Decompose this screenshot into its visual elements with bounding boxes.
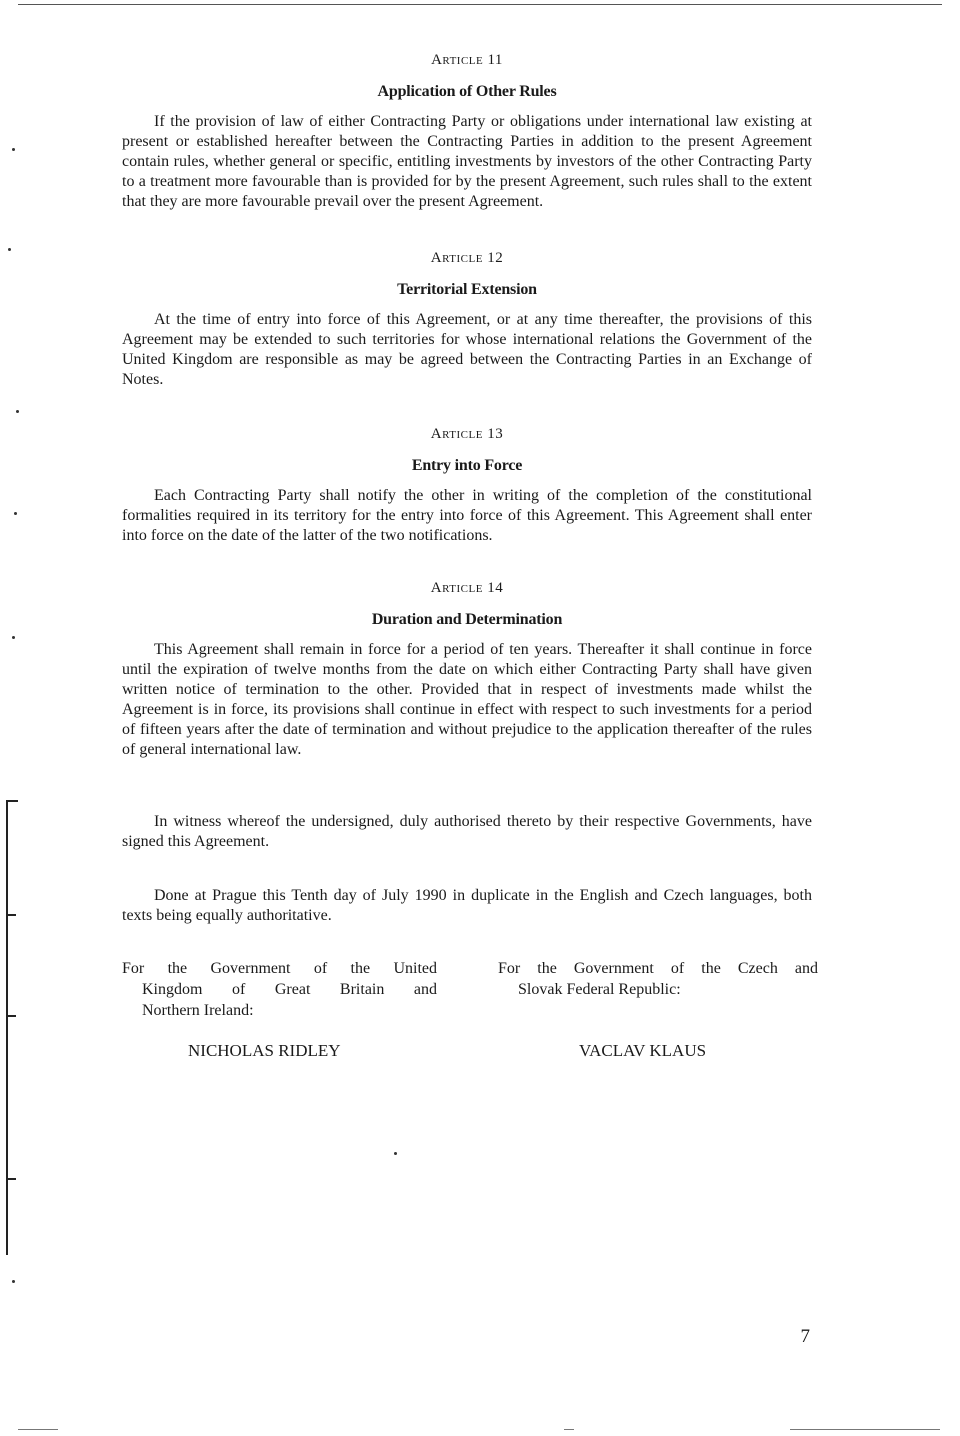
article-paragraph: This Agreement shall remain in force for a period of ten years. Thereafter it shall continue in force until the expiration of twelve months from the date on which either Contracting Party shall have given written notice of termination to the other. Provided that in respect of investments made whilst the Agreement is in force, its provisions shall continue in effect with respect to such investments for a period of fifteen years after the date of termination and without prejudice to the application thereafter of the rules of general international law. (122, 641, 812, 758)
article-number: 14 (487, 580, 504, 596)
scan-speck (12, 636, 15, 639)
top-border-rule (18, 4, 942, 5)
done-clause-block (122, 886, 812, 926)
article-14 (122, 578, 812, 760)
signature-heading-line: For the Government of the United (122, 960, 437, 977)
scan-margin-line (6, 800, 8, 1255)
article-number: 13 (487, 426, 504, 442)
scan-speck (394, 1152, 397, 1155)
signature-block-csfr (498, 958, 818, 1000)
scan-speck (8, 248, 11, 251)
witness-clause: In witness whereof the undersigned, duly authorised thereto by their respective Governments, have signed this Agreement. (122, 813, 812, 850)
signature-block-uk (122, 958, 437, 1021)
article-label: Article (430, 250, 483, 266)
article-number-heading (122, 50, 812, 70)
signature-heading-line: For the Government of the Czech and (498, 960, 818, 977)
article-paragraph: At the time of entry into force of this Agreement, or at any time thereafter, the provisions of this Agreement may be extended to such territories for whose international relations the Government of the United Kingdom are responsible as may be agreed between the Contracting Parties in an Exchange of Notes. (122, 311, 812, 388)
scan-speck (12, 1280, 15, 1283)
signature-heading-line: Northern Ireland: (142, 1002, 254, 1019)
article-title: Duration and Determination (371, 611, 563, 628)
scan-speck (16, 410, 19, 413)
scan-speck (14, 512, 17, 515)
article-label: Article (431, 52, 484, 68)
scan-margin-tick (8, 914, 16, 916)
article-number-heading (122, 424, 812, 444)
scan-bottom-mark (790, 1429, 940, 1430)
page-number: 7 (800, 1326, 810, 1347)
article-number-heading (122, 578, 812, 598)
article-title: Territorial Extension (397, 281, 537, 298)
scan-margin-tick (8, 1178, 16, 1180)
article-paragraph: If the provision of law of either Contracting Party or obligations under international law existing at present or established hereafter between the Contracting Parties in addition to the present Agreement contain rules, whether general or specific, entitling investments by investors of the other Contracting Party to a treatment more favourable than is provided for by the present Agreement, such rules shall to the extent that they are more favourable prevail over the present Agreement. (122, 113, 812, 210)
scan-speck (12, 148, 15, 151)
article-number: 11 (487, 52, 503, 68)
article-label: Article (430, 426, 483, 442)
article-paragraph: Each Contracting Party shall notify the other in writing of the completion of the constitutional formalities required in its territory for the entry into force of this Agreement. This Agreement shall enter into force on the date of the latter of the two notifications. (122, 487, 812, 544)
article-11 (122, 50, 812, 212)
signer-name-uk: NICHOLAS RIDLEY (188, 1041, 341, 1060)
scan-bottom-mark (564, 1429, 574, 1430)
article-number-heading (122, 248, 812, 268)
article-title: Application of Other Rules (377, 83, 557, 100)
witness-clause-block (122, 812, 812, 852)
article-number: 12 (487, 250, 504, 266)
done-clause: Done at Prague this Tenth day of July 1990 in duplicate in the English and Czech languages, both texts being equally authoritative. (122, 887, 812, 924)
scan-margin-tick (6, 800, 18, 802)
signature-heading-line: Slovak Federal Republic: (518, 981, 681, 998)
article-12 (122, 248, 812, 390)
signer-name-csfr: VACLAV KLAUS (579, 1041, 707, 1060)
article-title: Entry into Force (411, 457, 523, 474)
scan-margin-tick (8, 1015, 16, 1017)
article-label: Article (430, 580, 483, 596)
scan-bottom-mark (18, 1429, 58, 1430)
signature-heading-line: Kingdom of Great Britain and (142, 981, 437, 998)
article-13 (122, 424, 812, 546)
